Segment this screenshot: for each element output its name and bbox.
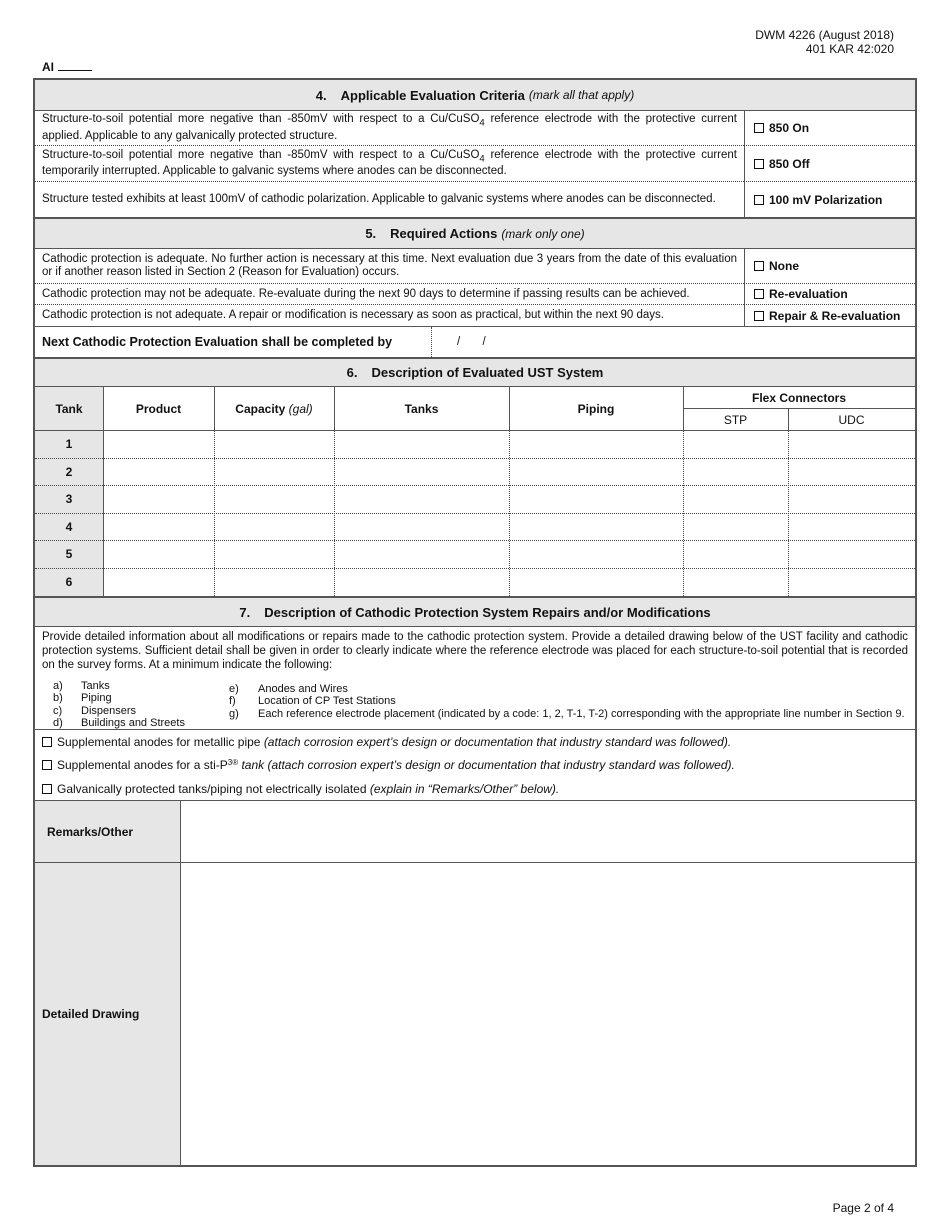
criteria-text: Structure tested exhibits at least 100mV of cathodic polarization. Applicable to galvanic systems where anodes can be disconnected. xyxy=(42,193,716,205)
section4-number: 4. xyxy=(315,87,327,103)
criteria-text: Structure-to-soil potential more negative than -850mV with respect to a Cu/CuSO xyxy=(42,113,480,126)
action-text: Cathodic protection may not be adequate. Re-evaluate during the next 90 days to determine if passing results can be achieved. xyxy=(42,287,690,300)
action-text: Cathodic protection is not adequate. A repair or modification is necessary as soon as practical, but within the next 90 days. xyxy=(42,309,664,321)
checkbox-icon[interactable] xyxy=(42,760,52,770)
list-text: Piping xyxy=(81,692,112,705)
table-row: 1 xyxy=(35,431,103,459)
col-flex-connectors: Flex Connectors xyxy=(683,387,915,409)
checkbox-icon[interactable] xyxy=(754,261,764,271)
section4-note: (mark all that apply) xyxy=(528,88,635,102)
checkbox-100mv[interactable] xyxy=(744,182,915,217)
option-label: Re-evaluation xyxy=(769,287,848,301)
list-left xyxy=(53,680,233,730)
list-right xyxy=(229,683,909,720)
checkbox-none[interactable] xyxy=(744,249,915,284)
list-text: Dispensers xyxy=(81,704,137,717)
check-note: tank (attach corrosion expert’s design or documentation that industry standard was followed). xyxy=(241,758,735,773)
option-label: Repair & Re-evaluation xyxy=(769,308,901,323)
action-text: Cathodic protection is adequate. No further action is necessary at this time. Next evaluation due 3 years from the date of this evaluation or if another reason listed in Section 2 (Reason for Evaluation) occurs. xyxy=(42,253,737,278)
option-label: 100 mV Polarization xyxy=(769,192,883,207)
section5-number: 5. xyxy=(365,226,377,241)
checkbox-icon[interactable] xyxy=(754,123,764,133)
col-udc: UDC xyxy=(788,409,915,431)
list-key: g) xyxy=(229,707,239,720)
table-row: 2 xyxy=(35,459,103,487)
next-eval-text: Next Cathodic Protection Evaluation shall be completed by xyxy=(42,334,393,349)
option-label: 850 Off xyxy=(769,156,810,171)
col-tanks: Tanks xyxy=(334,387,509,431)
checkbox-icon[interactable] xyxy=(754,311,764,321)
col-stp: STP xyxy=(683,409,788,431)
check-not-isolated[interactable] xyxy=(42,777,908,801)
option-label: 850 On xyxy=(769,121,810,135)
col-capacity-label: Capacity xyxy=(235,401,286,416)
checkbox-repair[interactable] xyxy=(744,305,915,327)
section5-header xyxy=(35,217,915,249)
col-tank: Tank xyxy=(35,387,103,431)
form-header xyxy=(755,28,894,56)
ust-table-body xyxy=(35,431,915,596)
list-text: Each reference electrode placement (indicated by a code: 1, 2, T-1, T-2) corresponding with the appropriate line number in Section 9. xyxy=(258,707,905,720)
criteria-text: reference electrode with the protective current temporarily interrupted. Applicable to galvanic systems where anodes can be disconnected. xyxy=(42,148,737,178)
checkbox-850-on[interactable] xyxy=(744,111,915,146)
option-label: None xyxy=(769,259,799,273)
drawing-area[interactable] xyxy=(180,863,915,1165)
col-capacity-unit: (gal) xyxy=(288,401,313,416)
form-id: DWM 4226 (August 2018) xyxy=(755,28,894,42)
checkbox-icon[interactable] xyxy=(754,289,764,299)
action-row-none xyxy=(35,249,744,284)
list-key: f) xyxy=(229,695,236,708)
section4-title: Applicable Evaluation Criteria xyxy=(340,87,525,103)
remarks-label: Remarks/Other xyxy=(35,801,180,863)
list-key: d) xyxy=(53,717,63,730)
check-note: (explain in “Remarks/Other” below). xyxy=(369,781,560,796)
section7-intro: Provide detailed information about all modifications or repairs made to the cathodic protection system. Provide a detailed drawing below of the UST facility and cathodic protection systems. Sufficient detail shall be given in order to clearly indicate where the reference electrode was placed for each structure-to-soil potential that is recorded on the survey forms. At a minimum indicate the following: xyxy=(42,631,908,671)
checkbox-reevaluation[interactable] xyxy=(744,284,915,305)
criteria-sub: 4 xyxy=(479,117,485,129)
criteria-sub: 4 xyxy=(479,153,485,165)
action-row-repair xyxy=(35,305,744,327)
col-piping: Piping xyxy=(509,387,683,431)
section4-header xyxy=(35,80,915,111)
section7-checks xyxy=(35,730,915,801)
section5-note: (mark only one) xyxy=(501,226,585,241)
criteria-row-850-on xyxy=(35,111,744,146)
checkbox-icon[interactable] xyxy=(42,737,52,747)
page-number: Page 2 of 4 xyxy=(832,1201,894,1215)
check-note: (attach corrosion expert’s design or documentation that industry standard was followed). xyxy=(263,734,732,749)
date-slashes: / / xyxy=(457,336,486,348)
section7-number: 7. xyxy=(239,604,251,620)
next-eval-label xyxy=(35,327,431,357)
checkbox-icon[interactable] xyxy=(754,195,764,205)
regulation: 401 KAR 42:020 xyxy=(805,42,894,56)
remarks-field[interactable] xyxy=(180,801,915,863)
criteria-text: Structure-to-soil potential more negative than -850mV with respect to a Cu/CuSO xyxy=(42,148,480,161)
list-key: e) xyxy=(229,683,239,695)
list-text: Location of CP Test Stations xyxy=(258,695,396,708)
check-supplemental-stip3[interactable] xyxy=(42,754,908,778)
section7-title: Description of Cathodic Protection System Repairs and/or Modifications xyxy=(264,604,711,620)
check-text: Supplemental anodes for metallic pipe xyxy=(57,734,261,749)
ai-number-field[interactable] xyxy=(42,60,92,74)
criteria-text: reference electrode with the protective current applied. Applicable to any galvanically protected structure. xyxy=(42,113,737,142)
list-key: c) xyxy=(53,704,63,717)
drawing-label: Detailed Drawing xyxy=(35,863,180,1165)
table-row: 4 xyxy=(35,514,103,542)
table-row: 6 xyxy=(35,569,103,597)
form-body xyxy=(33,78,917,1167)
section6-header xyxy=(35,357,915,387)
check-text: Supplemental anodes for a sti-P xyxy=(57,758,228,773)
action-row-reevaluation xyxy=(35,284,744,305)
section6-number: 6. xyxy=(346,365,358,380)
ai-blank[interactable] xyxy=(58,60,92,71)
section5-title: Required Actions xyxy=(390,226,498,241)
list-text: Buildings and Streets xyxy=(81,717,185,730)
table-row: 5 xyxy=(35,541,103,569)
check-text: Galvanically protected tanks/piping not electrically isolated xyxy=(57,781,367,796)
criteria-row-100mv xyxy=(35,182,744,217)
section6-title: Description of Evaluated UST System xyxy=(371,365,604,380)
col-product: Product xyxy=(103,387,214,431)
list-text: Tanks xyxy=(81,680,110,692)
checkbox-icon[interactable] xyxy=(754,159,764,169)
list-key: b) xyxy=(53,692,63,705)
table-row: 3 xyxy=(35,486,103,514)
ai-label: AI xyxy=(42,60,54,74)
check-supplemental-pipe[interactable] xyxy=(42,730,908,754)
col-capacity xyxy=(214,387,334,431)
list-key: a) xyxy=(53,680,63,692)
check-sup: 3® xyxy=(227,757,239,767)
section7-header xyxy=(35,596,915,627)
section7-instructions xyxy=(35,627,915,730)
list-text: Anodes and Wires xyxy=(258,683,348,695)
checkbox-icon[interactable] xyxy=(42,784,52,794)
checkbox-850-off[interactable] xyxy=(744,146,915,182)
criteria-row-850-off xyxy=(35,146,744,182)
next-eval-date-field[interactable] xyxy=(431,327,915,357)
